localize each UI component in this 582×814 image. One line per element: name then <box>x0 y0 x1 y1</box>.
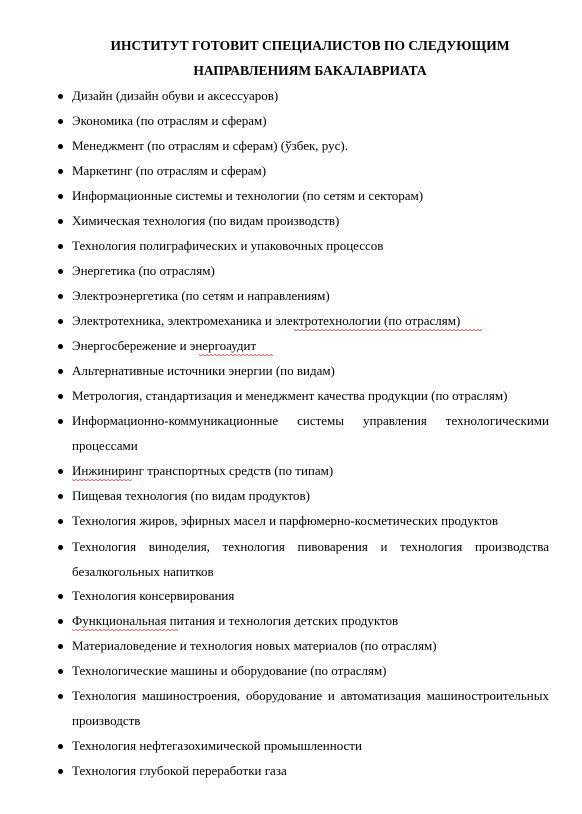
list-item-text: Технологические машины и оборудование (по отраслям) <box>72 663 387 678</box>
list-item-text: Материаловедение и технология новых материалов (по отраслям) <box>72 638 437 653</box>
list-item <box>72 759 549 784</box>
list-item-text: Дизайн (дизайн обуви и аксессуаров) <box>72 88 279 103</box>
list-item-text: Функциональная питания и технология детских продуктов <box>72 613 399 628</box>
list-item <box>72 359 549 384</box>
list-item <box>72 409 549 458</box>
list-item <box>72 684 549 733</box>
list-item-text: Химическая технология (по видам производств) <box>72 213 340 228</box>
list-item-text: Технология полиграфических и упаковочных процессов <box>72 238 384 253</box>
list-item <box>72 584 549 609</box>
bullet-icon <box>58 319 63 324</box>
list-item <box>72 259 549 284</box>
bullet-icon <box>58 144 63 149</box>
bullet-icon <box>58 769 63 774</box>
list-item-text: Информационно-коммуникационные системы управления технологическими процессами <box>72 413 549 453</box>
list-item-text: Технология виноделия, технология пивоварения и технология производства безалкогольных напитков <box>72 539 549 579</box>
bullet-icon <box>58 594 63 599</box>
list-item-text: Альтернативные источники энергии (по видам) <box>72 363 335 378</box>
list-item <box>72 284 549 309</box>
list-item-text: Электроэнергетика (по сетям и направлениям) <box>72 288 330 303</box>
bullet-icon <box>58 269 63 274</box>
bullet-icon <box>58 394 63 399</box>
list-item <box>72 509 549 534</box>
spellcheck-underline <box>72 629 178 632</box>
bullet-icon <box>58 494 63 499</box>
list-item <box>72 459 549 484</box>
list-item-text: Электротехника, электромеханика и электротехнологии (по отраслям) <box>72 313 461 328</box>
list-item <box>72 209 549 234</box>
bullet-icon <box>58 194 63 199</box>
list-item-text: Технология жиров, эфирных масел и парфюмерно-косметических продуктов <box>72 513 499 528</box>
list-item <box>72 734 549 759</box>
bullet-icon <box>58 419 63 424</box>
list-item <box>72 334 549 359</box>
bullet-icon <box>58 744 63 749</box>
list-item <box>72 309 549 334</box>
list-item <box>72 659 549 684</box>
list-item-text: Технология консервирования <box>72 588 235 603</box>
bullet-icon <box>58 694 63 699</box>
list-item-text: Экономика (по отраслям и сферам) <box>72 113 267 128</box>
list-item-text: Технология нефтегазохимической промышленности <box>72 738 362 753</box>
list-item <box>72 609 549 634</box>
list-item-text: Метрология, стандартизация и менеджмент качества продукции (по отраслям) <box>72 388 508 403</box>
list-item-text: Информационные системы и технологии (по сетям и секторам) <box>72 188 424 203</box>
bullet-icon <box>58 119 63 124</box>
bullet-icon <box>58 545 63 550</box>
list-item-text: Инжиниринг транспортных средств (по типам) <box>72 463 334 478</box>
bullet-icon <box>58 94 63 99</box>
bullet-icon <box>58 219 63 224</box>
list-item <box>72 535 549 584</box>
bullet-icon <box>58 294 63 299</box>
bullet-icon <box>58 644 63 649</box>
list-item-text: Маркетинг (по отраслям и сферам) <box>72 163 267 178</box>
bullet-icon <box>58 669 63 674</box>
list-item-text: Менеджмент (по отраслям и сферам) (ўзбек, рус). <box>72 138 348 153</box>
list-item-text: Технология машиностроения, оборудование и автоматизация машиностроительных производств <box>72 688 549 728</box>
spellcheck-underline <box>199 354 273 357</box>
list-item-text: Технология глубокой переработки газа <box>72 763 287 778</box>
bullet-icon <box>58 244 63 249</box>
list-item <box>72 234 549 259</box>
list-item-text: Энергетика (по отраслям) <box>72 263 215 278</box>
list-item <box>72 384 549 409</box>
bullet-icon <box>58 469 63 474</box>
list-item-text: Энергосбережение и энергоаудит <box>72 338 257 353</box>
list-item <box>72 184 549 209</box>
list-item <box>72 484 549 509</box>
spellcheck-underline <box>72 479 132 482</box>
list-item <box>72 634 549 659</box>
page-title-line-2: НАПРАВЛЕНИЯМ БАКАЛАВРИАТА <box>193 63 427 78</box>
list-item-text: Пищевая технология (по видам продуктов) <box>72 488 310 503</box>
list-item <box>72 159 549 184</box>
bullet-icon <box>58 619 63 624</box>
spellcheck-underline <box>294 329 482 332</box>
bullet-icon <box>58 519 63 524</box>
list-item <box>72 84 549 109</box>
page-title-line-1: ИНСТИТУТ ГОТОВИТ СПЕЦИАЛИСТОВ ПО СЛЕДУЮЩИМ <box>110 38 510 53</box>
bullet-icon <box>58 369 63 374</box>
list-item <box>72 109 549 134</box>
bullet-icon <box>58 344 63 349</box>
bullet-icon <box>58 169 63 174</box>
list-item <box>72 134 549 159</box>
